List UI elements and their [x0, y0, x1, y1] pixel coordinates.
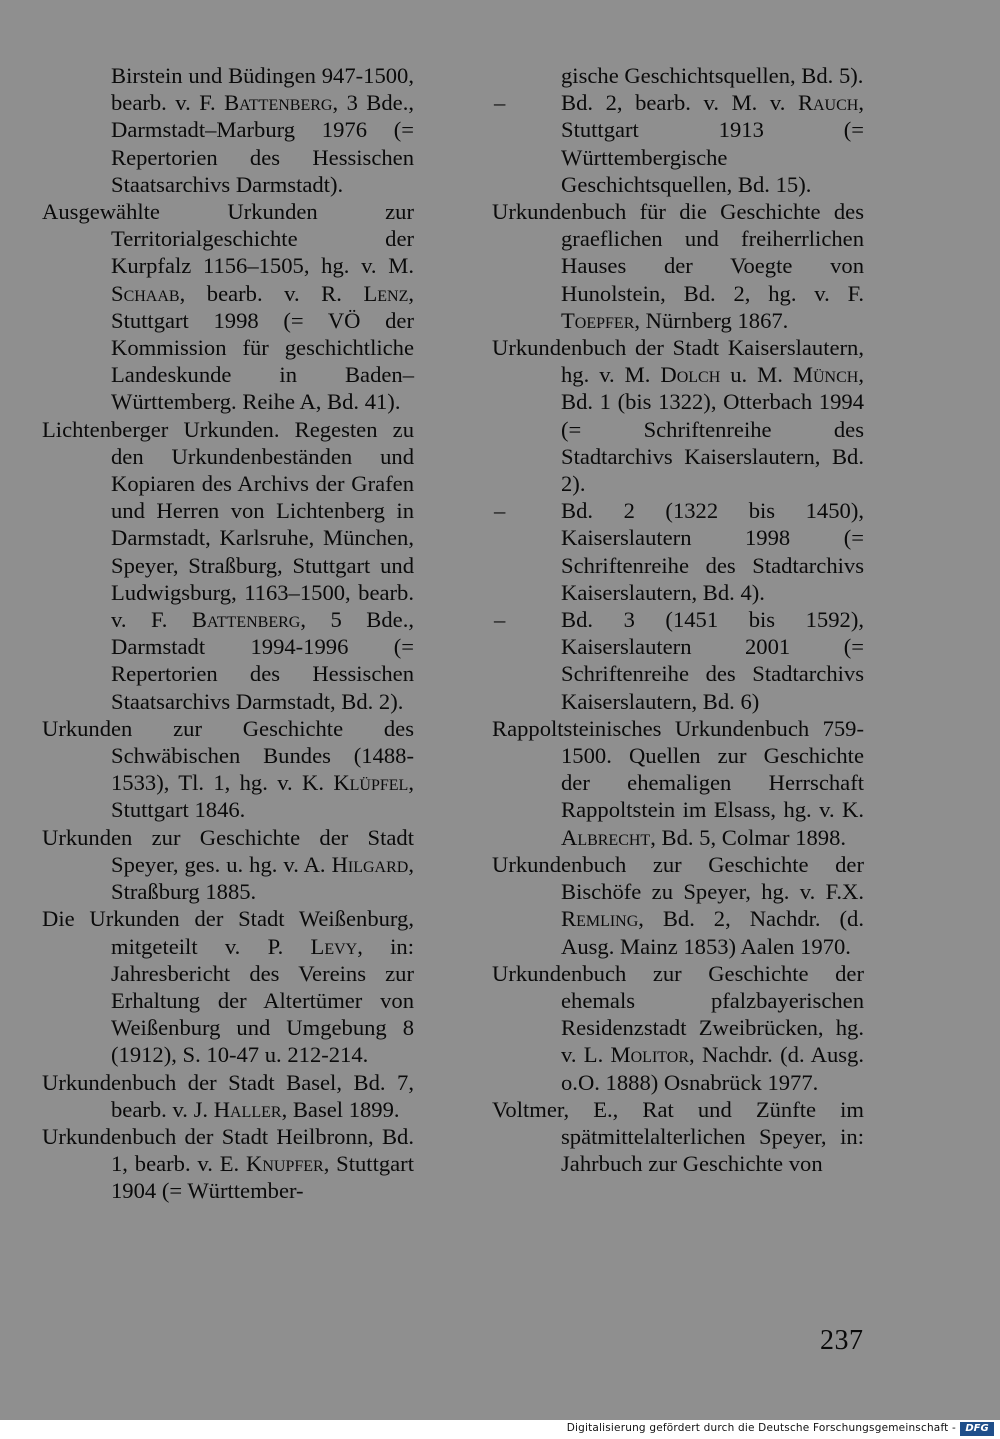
bibliography-entry — [42, 416, 414, 715]
entry-author: Molitor — [610, 1042, 689, 1068]
entry-text: Ausgewählte Urkunden zur Territorialgeschichte der Kurpfalz 1156–1505, hg. v. M. — [42, 199, 414, 279]
footer-credit: Digitalisierung gefördert durch die Deutsche Forschungsgemeinschaft - — [566, 1422, 956, 1434]
footer-bar — [0, 1420, 1000, 1439]
entry-text: Die Urkunden der Stadt Weißenburg, mitgeteilt v. P. — [42, 906, 414, 959]
entry-author: Albrecht — [561, 824, 651, 850]
page-number: 237 — [820, 1325, 864, 1356]
left-column — [42, 62, 414, 1205]
bibliography-entry — [492, 198, 864, 334]
bibliography-entry — [42, 824, 414, 906]
bibliography-entry — [492, 606, 864, 715]
entry-text: , Stuttgart 1998 (= VÖ der Kommission für geschichtliche Landeskunde in Baden–Württemberg. Reihe A, Bd. 41). — [111, 280, 414, 415]
entry-text: Birstein und Büdingen 947-1500, bearb. v. F. — [111, 63, 414, 116]
entry-author: Levy — [310, 933, 358, 959]
entry-text: Rappoltsteinisches Urkundenbuch 759-1500. Quellen zur Geschichte der ehemaligen Herrschaft Rappoltstein im Elsass, hg. v. K. — [492, 715, 864, 823]
entry-text: , Nürnberg 1867. — [634, 307, 789, 333]
entry-text: Bd. 3 (1451 bis 1592), Kaiserslautern 2001 (= Schriftenreihe des Stadtarchivs Kaiserslautern, Bd. 6) — [561, 607, 864, 714]
entry-text: Urkunden zur Geschichte der Stadt Speyer, ges. u. hg. v. A. — [42, 824, 414, 877]
bibliography-entry — [492, 497, 864, 606]
bibliography-entry-continuation — [42, 62, 414, 198]
entry-text: , 3 Bde., Darmstadt–Marburg 1976 (= Repertorien des Hessischen Staatsarchivs Darmstadt). — [111, 90, 415, 197]
bibliography-entry — [492, 960, 864, 1096]
entry-text: , Stuttgart 1846. — [111, 770, 414, 823]
entry-author: Battenberg — [224, 90, 333, 116]
entry-text: Voltmer, E., Rat und Zünfte im spätmittelalterlichen Speyer, in: Jahrbuch zur Geschichte von — [492, 1096, 864, 1177]
entry-text: Urkundenbuch zur Geschichte der ehemals pfalzbayerischen Residenzstadt Zweibrücken, hg. v. L. — [492, 960, 864, 1068]
entry-author: Klüpfel — [333, 770, 409, 796]
dfg-logo-icon: DFG — [960, 1422, 994, 1436]
entry-text: u. M. — [720, 362, 793, 388]
bibliography-entry — [492, 715, 864, 851]
entry-text: Urkundenbuch der Stadt Basel, Bd. 7, bearb. v. J. — [42, 1069, 414, 1122]
entry-author: Battenberg — [191, 607, 301, 633]
bibliography-entry — [42, 715, 414, 824]
bibliography-entry — [42, 1069, 414, 1123]
entry-text: , Basel 1899. — [281, 1096, 400, 1122]
bibliography-entry — [492, 89, 864, 198]
bibliography-entry — [42, 198, 414, 416]
right-column — [492, 62, 864, 1177]
entry-text: Lichtenberger Urkunden. Regesten zu den Urkundenbeständen und Kopiaren des Archivs der Grafen und Herren von Lichtenberg in Darmstadt, Karlsruhe, München, Speyer, Straßburg, Stuttgart und Ludwigsburg, 1163–1500, bearb. v. F. — [42, 416, 414, 633]
entry-author: Remling — [561, 906, 639, 932]
entry-text: , Stuttgart 1904 (= Württember- — [111, 1151, 414, 1204]
bibliography-entry — [492, 1096, 864, 1178]
bibliography-entry — [492, 851, 864, 960]
bibliography-entry-continuation — [492, 62, 864, 89]
entry-text: , Straßburg 1885. — [111, 851, 414, 905]
repeat-dash: – — [494, 607, 506, 633]
entry-author: Toepfer — [561, 307, 635, 333]
entry-text: , Bd. 2, Nachdr. (d. Ausg. Mainz 1853) Aalen 1970. — [561, 906, 864, 959]
entry-text: , in: Jahresbericht des Vereins zur Erhaltung der Altertümer von Weißenburg und Umgebung 8 (1912), S. 10-47 u. 212-214. — [111, 933, 414, 1068]
entry-author: Knupfer — [246, 1151, 324, 1177]
entry-author: Hilgard — [331, 851, 409, 877]
entry-text: gische Geschichtsquellen, Bd. 5). — [561, 63, 864, 88]
entry-text: , Bd. 1 (bis 1322), Otterbach 1994 (= Schriftenreihe des Stadtarchivs Kaiserslautern, Bd. 2). — [561, 362, 864, 497]
bibliography-entry — [492, 334, 864, 497]
entry-author: Haller — [213, 1096, 282, 1122]
repeat-dash: – — [494, 498, 506, 524]
entry-author: Rauch — [797, 90, 859, 116]
entry-text: Urkundenbuch für die Geschichte des graeflichen und freiherrlichen Hauses der Voegte von Hunolstein, Bd. 2, hg. v. F. — [492, 199, 864, 306]
entry-author: Dolch — [660, 362, 721, 388]
entry-text: Urkundenbuch der Stadt Heilbronn, Bd. 1, bearb. v. E. — [42, 1123, 414, 1177]
entry-text: Bd. 2, bearb. v. M. v. — [561, 90, 798, 116]
entry-text: , 5 Bde., Darmstadt 1994-1996 (= Repertorien des Hessischen Staatsarchivs Darmstadt, Bd. 2). — [111, 607, 414, 714]
entry-author: Lenz — [363, 280, 409, 306]
entry-text: Urkundenbuch der Stadt Kaiserslautern, hg. v. M. — [492, 335, 864, 388]
entry-text: Bd. 2 (1322 bis 1450), Kaiserslautern 1998 (= Schriftenreihe des Stadtarchivs Kaiserslautern, Bd. 4). — [561, 498, 864, 605]
entry-author: Münch — [792, 362, 859, 388]
entry-author: Schaab — [111, 280, 180, 306]
entry-text: , bearb. v. R. — [179, 280, 364, 306]
entry-text: , Nachdr. (d. Ausg. o.O. 1888) Osnabrück 1977. — [561, 1042, 864, 1095]
entry-text: , Stuttgart 1913 (= Württembergische Geschichtsquellen, Bd. 15). — [561, 90, 864, 197]
entry-text: , Bd. 5, Colmar 1898. — [650, 824, 847, 850]
entry-text: Urkundenbuch zur Geschichte der Bischöfe zu Speyer, hg. v. F.X. — [492, 851, 864, 905]
repeat-dash: – — [494, 90, 506, 116]
entry-text: Urkunden zur Geschichte des Schwäbischen Bundes (1488-1533), Tl. 1, hg. v. K. — [42, 715, 414, 796]
bibliography-entry — [42, 1123, 414, 1205]
bibliography-entry — [42, 905, 414, 1068]
